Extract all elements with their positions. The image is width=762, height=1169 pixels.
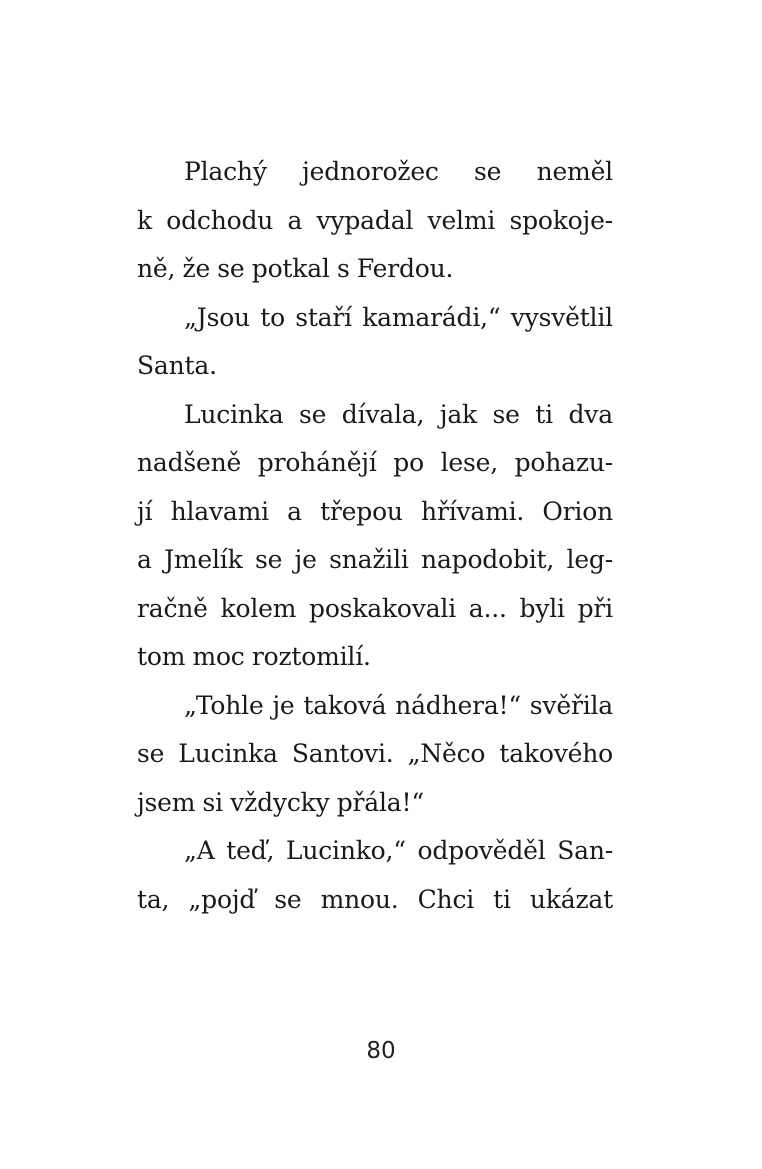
text-line: k odchodu a vypadal velmi spokoje- [137,205,613,235]
paragraph [137,294,613,391]
text-line: ně, že se potkal s Ferdou. [137,254,454,283]
paragraph [137,148,613,294]
text-line: račně kolem poskakovali a... byli při [137,593,613,623]
paragraph [137,682,613,828]
text-line: ta, „pojď se mnou. Chci ti ukázat [137,884,613,914]
text-line: Lucinka se dívala, jak se ti dva [184,399,613,429]
text-line: tom moc roztomilí. [137,642,371,671]
text-line: Plachý jednorožec se neměl [184,157,613,186]
text-line: nadšeně prohánějí po lese, pohazu- [137,448,613,477]
text-line: „Jsou to staří kamarádi,“ vysvětlil [184,302,613,332]
text-line: „A teď, Lucinko,“ odpověděl San- [184,836,613,865]
text-line: Santa. [137,351,217,380]
text-line: se Lucinka Santovi. „Něco takového [137,739,613,768]
text-line: „Tohle je taková nádhera!“ svěřila [184,690,613,720]
text-line: jí hlavami a třepou hřívami. Orion [137,496,613,526]
paragraph [137,391,613,682]
body-text [137,148,613,924]
text-line: a Jmelík se je snažili napodobit, leg- [137,545,613,574]
page-number: 80 [366,1038,396,1064]
text-line: jsem si vždycky přála!“ [137,787,424,817]
paragraph [137,827,613,924]
